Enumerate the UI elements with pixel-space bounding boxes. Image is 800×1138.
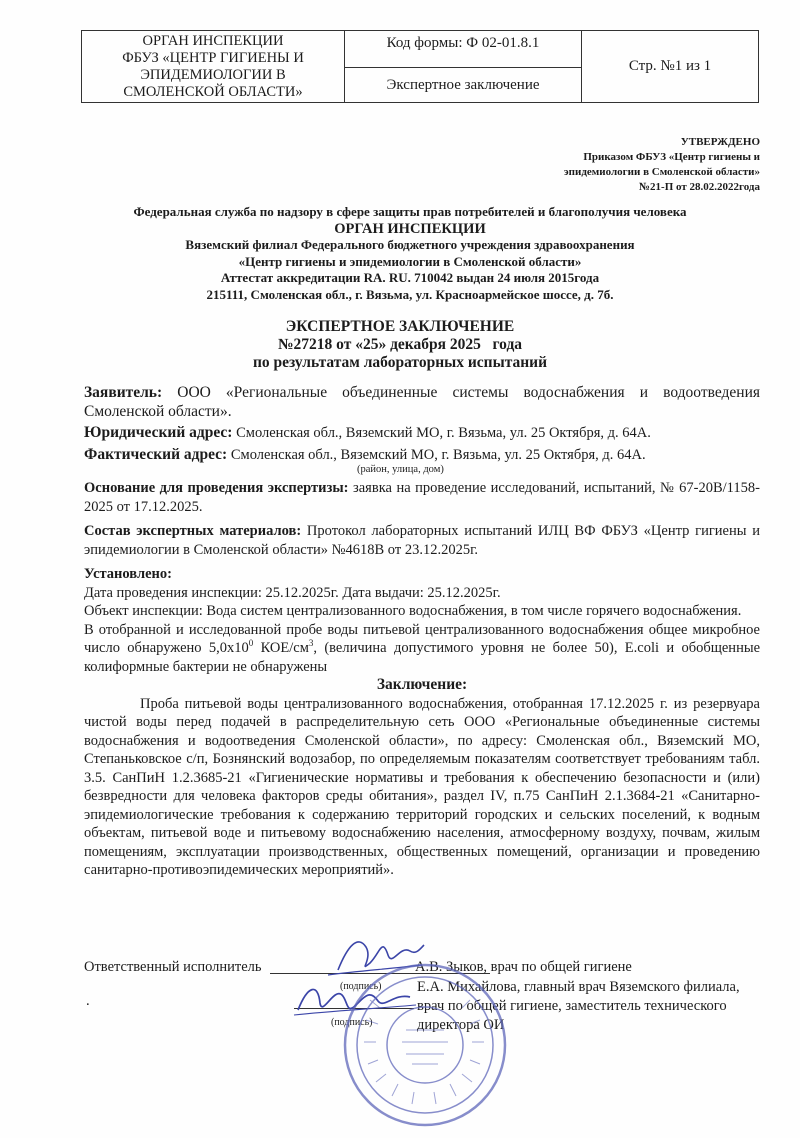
materials-paragraph	[84, 522, 760, 559]
document-body	[84, 383, 760, 880]
applicant-value: ООО «Региональные объединенные системы водоснабжения и водоотведения Смоленской области».	[84, 384, 760, 420]
header-org-line: ФБУЗ «ЦЕНТР ГИГИЕНЫ И	[122, 50, 304, 66]
title-number: №27218 от «25» декабря 2025 года	[277, 336, 523, 353]
finding-exponent: 0	[248, 638, 254, 649]
org-agency: Федеральная служба по надзору в сфере защиты прав потребителей и благополучия человека	[133, 204, 687, 219]
form-code: Код формы: Ф 02-01.8.1	[345, 31, 581, 68]
organization-block	[60, 204, 760, 303]
approval-block	[564, 135, 760, 195]
separator-dot: .	[86, 993, 90, 1009]
header-org-line: ОРГАН ИНСПЕКЦИИ	[142, 33, 284, 49]
finding-text-c: , (величина допустимого уровня не более 50), E.coli и обобщенные колиформные бактерии не обнаружены	[84, 640, 761, 675]
director-name: Е.А. Михайлова, главный врач Вяземского филиала, врач по общей гигиене, заместитель технического директора ОИ	[417, 979, 740, 1033]
page-number: Стр. №1 из 1	[628, 58, 712, 74]
org-center: «Центр гигиены и эпидемиологии в Смоленской области»	[238, 253, 582, 269]
finding-text-a: В отобранной и исследованной пробе воды питьевой централизованного водоснабжения общее микробное число обнаружено 5,0х10	[84, 621, 760, 656]
document-title	[0, 318, 800, 372]
finding-unit-exponent: 3	[308, 638, 314, 649]
address-note: (район, улица, дом)	[357, 464, 444, 475]
basis-value: заявка на проведение исследований, испытаний, № 67-20В/1158-2025 от 17.12.2025.	[84, 480, 760, 515]
header-organization-cell	[82, 31, 345, 102]
approval-line: УТВЕРЖДЕНО	[680, 136, 760, 148]
materials-label: Состав экспертных материалов:	[84, 523, 302, 539]
signature-caption-1: (подпись)	[340, 981, 382, 992]
org-branch: Вяземский филиал Федерального бюджетного учреждения здравоохранения	[185, 237, 635, 252]
actual-address-paragraph	[84, 446, 760, 465]
finding-paragraph	[84, 621, 760, 677]
approval-line: №21-П от 28.02.2022года	[639, 181, 760, 193]
applicant-paragraph	[84, 383, 760, 421]
actual-address-label: Фактический адрес:	[84, 445, 228, 463]
signature-caption-2: (подпись)	[331, 1017, 373, 1028]
inspection-dates: Дата проведения инспекции: 25.12.2025г. Дата выдачи: 25.12.2025г.	[84, 584, 501, 601]
finding-text-b: КОЕ/см	[253, 640, 309, 656]
header-org-line: ЭПИДЕМИОЛОГИИ В	[140, 67, 286, 83]
org-address: 215111, Смоленская обл., г. Вязьма, ул. Красноармейское шоссе, д. 7б.	[206, 286, 614, 302]
basis-paragraph	[84, 479, 760, 516]
legal-address-value: Смоленская обл., Вяземский МО, г. Вязьма, ул. 25 Октября, д. 64А.	[232, 425, 651, 441]
title-subtitle: по результатам лабораторных испытаний	[252, 354, 548, 371]
document-type: Экспертное заключение	[386, 77, 540, 93]
approval-line: Приказом ФБУЗ «Центр гигиены и	[583, 151, 760, 163]
applicant-label: Заявитель:	[84, 384, 163, 401]
conclusion-heading: Заключение:	[376, 676, 468, 693]
approval-line: эпидемиологии в Смоленской области»	[563, 166, 760, 178]
header-org-line: СМОЛЕНСКОЙ ОБЛАСТИ»	[123, 84, 303, 100]
inspection-object: Объект инспекции: Вода систем централизованного водоснабжения, в том числе горячего водоснабжения.	[84, 603, 742, 619]
responsible-name: А.В. Зыков, врач по общей гигиене	[415, 959, 632, 975]
actual-address-value: Смоленская обл., Вяземский МО, г. Вязьма, ул. 25 Октября, д. 64А.	[227, 446, 646, 463]
legal-address-label: Юридический адрес:	[84, 424, 233, 441]
established-heading: Установлено:	[84, 566, 172, 582]
basis-label: Основание для проведения экспертизы:	[84, 480, 349, 496]
responsible-label: Ответственный исполнитель	[84, 959, 262, 975]
legal-address-paragraph	[84, 424, 760, 443]
header-form-cell	[345, 31, 582, 102]
title-main: ЭКСПЕРТНОЕ ЗАКЛЮЧЕНИЕ	[285, 318, 515, 335]
official-stamp	[340, 960, 510, 1130]
conclusion-text: Проба питьевой воды централизованного водоснабжения, отобранная 17.12.2025 г. из резервуара чистой воды перед подачей в распределительную сеть ООО «Региональные объединенные системы водоснабжения и водоотведения Смоленской области», по адресу: Смоленская обл., Вяземский МО, Степаньковское с/п, Бознянский водозабор, по определяемым показателям соответствует требованиям табл. 3.5. СанПиН 1.2.3685-21 «Гигиенические нормативы и требования к обеспечению безопасности и (или) безвредности для человека факторов среды обитания», раздел IV, п.75 СанПиН 2.1.3684-21 «Санитарно-эпидемиологические требования к содержанию территорий городских и сельских поселений, к водным объектам, питьевой воде и питьевому водоснабжению населения, атмосферному воздуху, почвам, жилым помещениям, эксплуатации производственных, общественных помещений, организации и проведению санитарно-противоэпидемических мероприятий».	[84, 695, 760, 878]
header-table	[81, 30, 759, 103]
org-accreditation: Аттестат аккредитации RA. RU. 710042 выдан 24 июля 2015года	[220, 270, 600, 285]
materials-value: Протокол лабораторных испытаний ИЛЦ ВФ ФБУЗ «Центр гигиены и эпидемиологии в Смоленской области» №4618В от 23.12.2025г.	[84, 523, 760, 558]
org-inspection-body: ОРГАН ИНСПЕКЦИИ	[334, 220, 486, 237]
